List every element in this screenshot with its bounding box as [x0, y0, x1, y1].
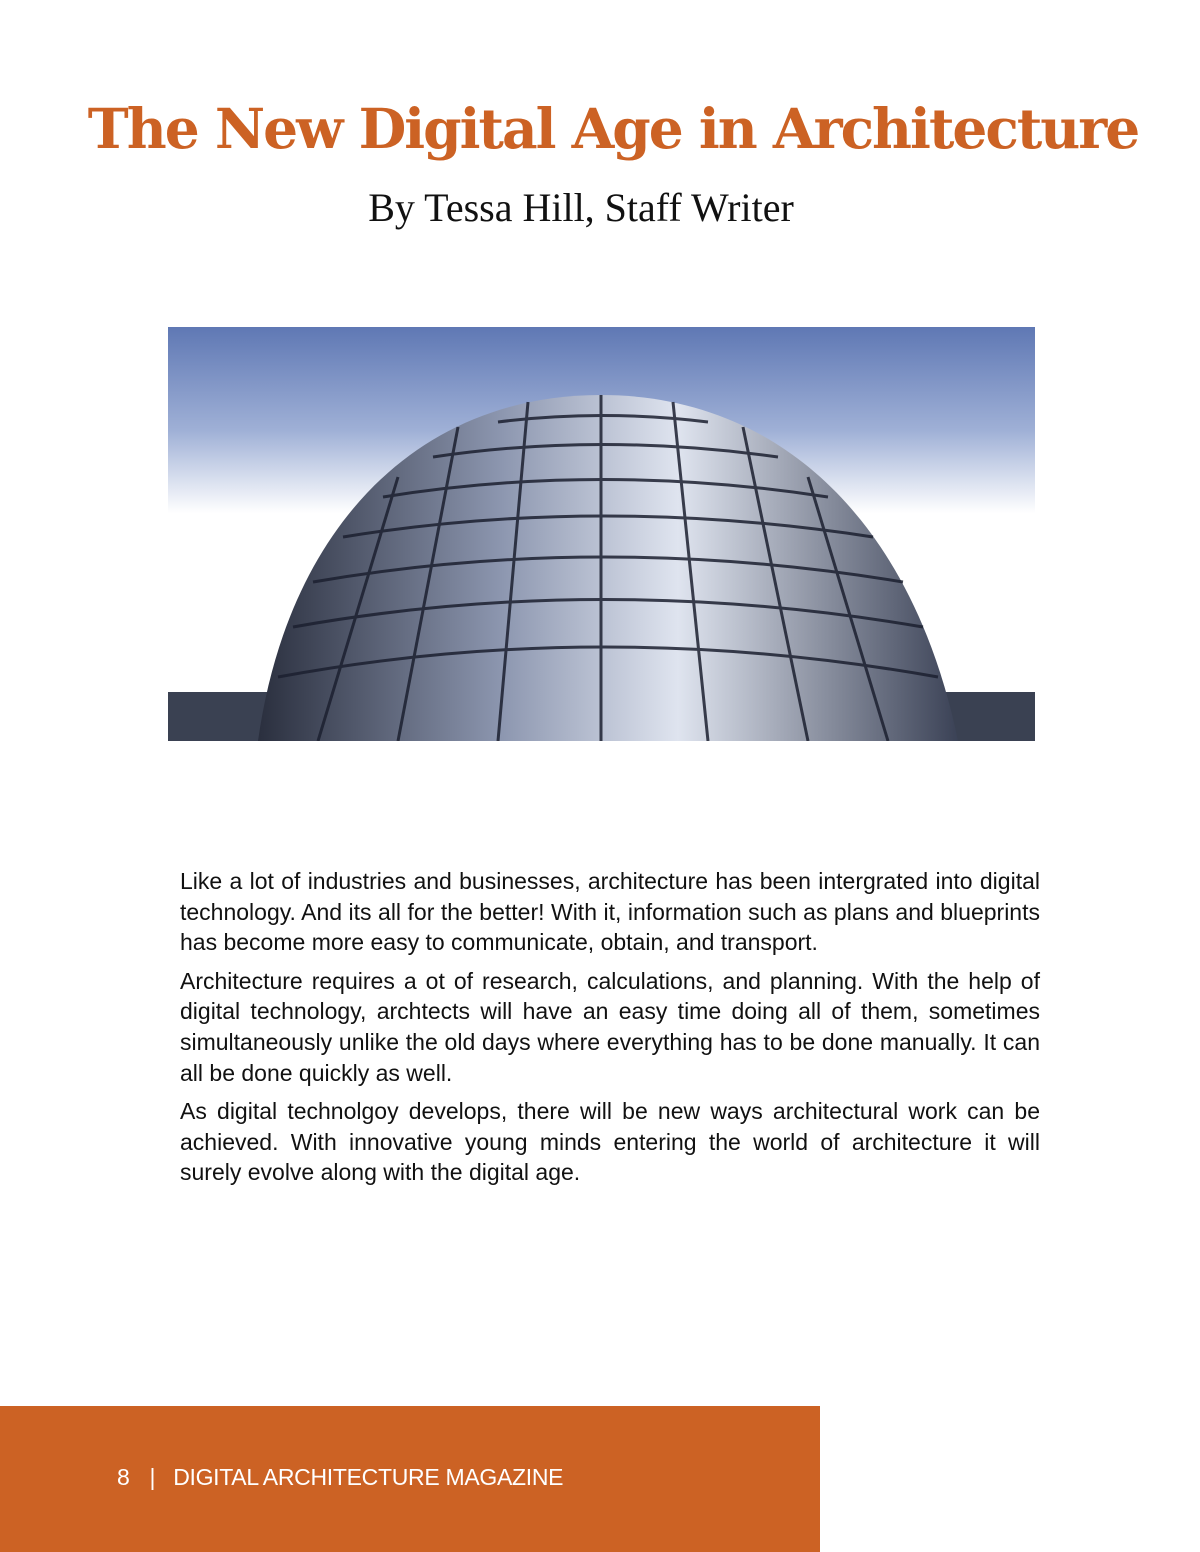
page-footer — [0, 1406, 820, 1552]
paragraph: Like a lot of industries and businesses, architecture has been intergrated into digital technology. And its all for the better! With it, information such as plans and blueprints has become more easy to communicate, obtain, and transport. — [180, 868, 1040, 956]
paragraph: Architecture requires a ot of research, calculations, and planning. With the help of digital technology, archtects will have an easy time doing all of them, sometimes simultaneously unlike the old days where everything has to be done manually. It can all be done quickly as well. — [180, 967, 1040, 1086]
paragraph: As digital technolgoy develops, there will be new ways architectural work can be achieved. With innovative young minds entering the world of architecture it will surely evolve along with the digital age. — [180, 1098, 1040, 1186]
dome-photo — [168, 327, 1035, 741]
page-number: 8 — [117, 1464, 130, 1490]
byline: By Tessa Hill, Staff Writer — [368, 185, 794, 230]
article-title: The New Digital Age in Architecture — [87, 96, 1139, 161]
publication-name: DIGITAL ARCHITECTURE MAGAZINE — [173, 1464, 564, 1490]
article-body — [180, 866, 1040, 1196]
footer-separator: | — [149, 1464, 156, 1490]
